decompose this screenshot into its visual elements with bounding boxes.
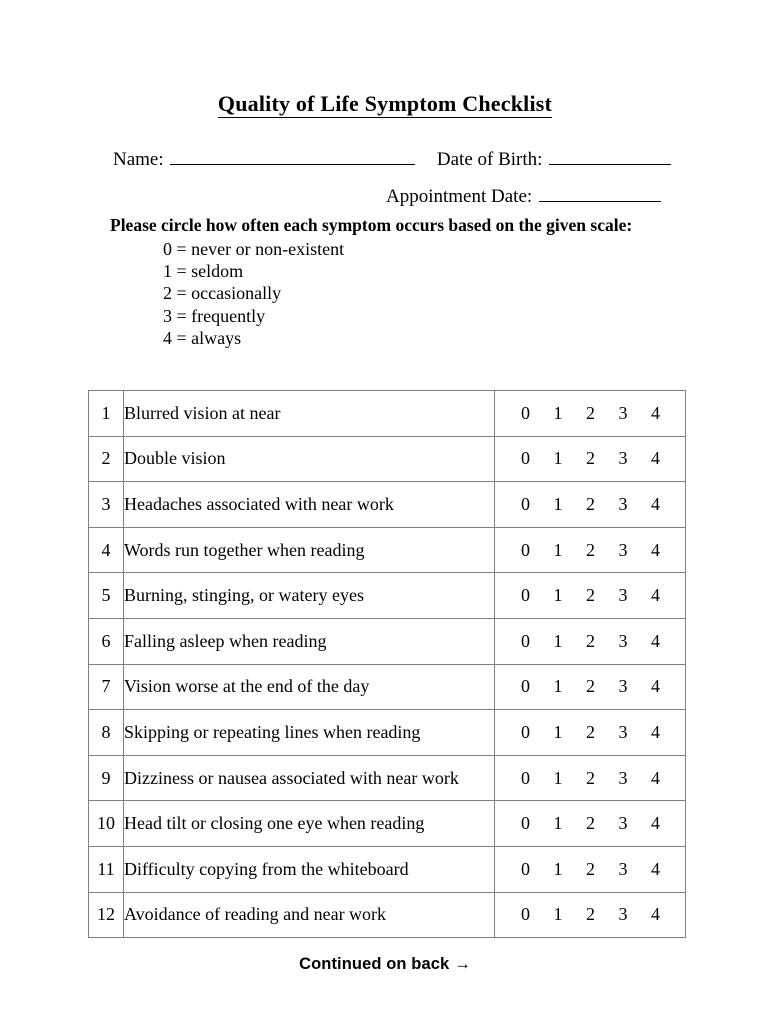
name-dob-field-row (113, 146, 673, 169)
row-number: 3 (89, 482, 124, 528)
rating-option-0[interactable]: 0 (521, 767, 530, 788)
rating-option-4[interactable]: 4 (651, 858, 660, 879)
table-row (89, 527, 686, 573)
rating-option-3[interactable]: 3 (618, 493, 628, 514)
scale-legend-item-3: 3 = frequently (163, 305, 266, 326)
rating-options (495, 631, 685, 652)
rating-scale-cell (495, 892, 686, 938)
table-row (89, 573, 686, 619)
row-number: 4 (89, 527, 124, 573)
table-row (89, 618, 686, 664)
rating-option-1[interactable]: 1 (553, 904, 563, 925)
rating-option-0[interactable]: 0 (521, 858, 530, 879)
rating-option-3[interactable]: 3 (618, 539, 628, 560)
rating-option-1[interactable]: 1 (553, 448, 563, 469)
rating-options (495, 904, 685, 925)
rating-scale-cell (495, 391, 686, 437)
page-title-text: Quality of Life Symptom Checklist (217, 91, 553, 116)
name-input[interactable] (170, 146, 415, 165)
scale-legend (163, 238, 344, 349)
rating-option-0[interactable]: 0 (521, 402, 530, 423)
rating-option-3[interactable]: 3 (618, 585, 628, 606)
rating-option-0[interactable]: 0 (521, 904, 530, 925)
table-row (89, 801, 686, 847)
rating-option-4[interactable]: 4 (651, 402, 660, 423)
rating-option-3[interactable]: 3 (618, 904, 628, 925)
rating-option-2[interactable]: 2 (586, 813, 595, 834)
rating-scale-cell (495, 846, 686, 892)
row-number: 10 (89, 801, 124, 847)
appointment-date-input[interactable] (539, 183, 661, 202)
table-row (89, 892, 686, 938)
appointment-field-row (386, 183, 663, 206)
rating-options (495, 448, 685, 469)
rating-option-4[interactable]: 4 (651, 585, 660, 606)
rating-option-2[interactable]: 2 (586, 402, 595, 423)
date-of-birth-input[interactable] (549, 146, 671, 165)
symptom-label: Falling asleep when reading (124, 618, 495, 664)
symptom-label: Head tilt or closing one eye when reading (124, 801, 495, 847)
rating-option-3[interactable]: 3 (618, 676, 628, 697)
row-number: 5 (89, 573, 124, 619)
footer-note (0, 955, 770, 974)
symptom-label: Words run together when reading (124, 527, 495, 573)
table-row (89, 391, 686, 437)
rating-options (495, 859, 685, 880)
rating-option-4[interactable]: 4 (651, 676, 660, 697)
row-number: 6 (89, 618, 124, 664)
rating-options (495, 403, 685, 424)
rating-scale-cell (495, 801, 686, 847)
rating-option-2[interactable]: 2 (586, 630, 595, 651)
rating-options (495, 540, 685, 561)
scale-legend-item-4: 4 = always (163, 327, 242, 348)
row-number: 8 (89, 710, 124, 756)
date-of-birth-label: Date of Birth: (436, 149, 543, 171)
rating-scale-cell (495, 618, 686, 664)
scale-legend-item-0: 0 = never or non-existent (163, 239, 345, 259)
rating-option-0[interactable]: 0 (521, 493, 530, 514)
symptom-label: Difficulty copying from the whiteboard (124, 846, 495, 892)
rating-option-0[interactable]: 0 (521, 630, 530, 651)
rating-option-3[interactable]: 3 (618, 813, 628, 834)
rating-option-1[interactable]: 1 (553, 858, 563, 879)
rating-option-3[interactable]: 3 (618, 448, 628, 469)
rating-option-1[interactable]: 1 (553, 493, 563, 514)
row-number: 1 (89, 391, 124, 437)
rating-option-1[interactable]: 1 (553, 813, 563, 834)
rating-option-1[interactable]: 1 (553, 539, 563, 560)
rating-option-2[interactable]: 2 (586, 676, 595, 697)
table-row (89, 846, 686, 892)
rating-option-1[interactable]: 1 (553, 767, 563, 788)
rating-option-0[interactable]: 0 (521, 585, 530, 606)
rating-scale-cell (495, 573, 686, 619)
row-number: 12 (89, 892, 124, 938)
rating-option-2[interactable]: 2 (586, 858, 595, 879)
footer-text: Continued on back (299, 955, 450, 973)
rating-option-1[interactable]: 1 (553, 402, 563, 423)
rating-option-0[interactable]: 0 (521, 721, 530, 742)
row-number: 9 (89, 755, 124, 801)
rating-scale-cell (495, 664, 686, 710)
rating-scale-cell (495, 755, 686, 801)
rating-option-4[interactable]: 4 (651, 493, 660, 514)
rating-option-3[interactable]: 3 (618, 858, 628, 879)
scale-legend-item-2: 2 = occasionally (163, 283, 282, 304)
rating-option-1[interactable]: 1 (553, 676, 563, 697)
row-number: 7 (89, 664, 124, 710)
symptom-label: Blurred vision at near (124, 391, 495, 437)
rating-option-2[interactable]: 2 (586, 448, 595, 469)
table-row (89, 482, 686, 528)
rating-option-4[interactable]: 4 (651, 904, 660, 925)
right-arrow-icon: → (454, 955, 471, 973)
table-row (89, 710, 686, 756)
rating-option-4[interactable]: 4 (651, 813, 660, 834)
rating-option-0[interactable]: 0 (521, 813, 530, 834)
rating-option-1[interactable]: 1 (553, 721, 563, 742)
rating-option-4[interactable]: 4 (651, 448, 660, 469)
rating-scale-cell (495, 482, 686, 528)
rating-options (495, 676, 685, 697)
rating-scale-cell (495, 710, 686, 756)
row-number: 2 (89, 436, 124, 482)
table-row (89, 436, 686, 482)
symptom-checklist-table (88, 390, 686, 938)
rating-options (495, 494, 685, 515)
symptom-checklist-body (89, 391, 686, 938)
rating-option-4[interactable]: 4 (651, 767, 660, 788)
rating-option-4[interactable]: 4 (651, 539, 660, 560)
rating-option-4[interactable]: 4 (651, 630, 660, 651)
table-row (89, 755, 686, 801)
table-row (89, 664, 686, 710)
symptom-label: Headaches associated with near work (124, 482, 495, 528)
rating-option-3[interactable]: 3 (618, 402, 628, 423)
symptom-label: Vision worse at the end of the day (124, 664, 495, 710)
rating-option-3[interactable]: 3 (618, 630, 628, 651)
appointment-date-label: Appointment Date: (386, 186, 533, 208)
symptom-label: Double vision (124, 436, 495, 482)
rating-option-2[interactable]: 2 (586, 539, 595, 560)
rating-option-2[interactable]: 2 (586, 585, 595, 606)
rating-scale-cell (495, 527, 686, 573)
rating-option-1[interactable]: 1 (553, 630, 563, 651)
rating-options (495, 585, 685, 606)
rating-option-3[interactable]: 3 (618, 767, 628, 788)
rating-option-0[interactable]: 0 (521, 676, 530, 697)
rating-scale-cell (495, 436, 686, 482)
name-label: Name: (113, 149, 164, 171)
symptom-label: Burning, stinging, or watery eyes (124, 573, 495, 619)
rating-option-0[interactable]: 0 (521, 448, 530, 469)
page-title (0, 91, 770, 117)
row-number: 11 (89, 846, 124, 892)
rating-option-2[interactable]: 2 (586, 721, 595, 742)
rating-options (495, 813, 685, 834)
rating-option-2[interactable]: 2 (586, 493, 595, 514)
rating-options (495, 768, 685, 789)
rating-option-0[interactable]: 0 (521, 539, 530, 560)
symptom-label: Dizziness or nausea associated with near work (124, 755, 495, 801)
instructions-heading: Please circle how often each symptom occurs based on the given scale: (110, 215, 633, 235)
rating-option-4[interactable]: 4 (651, 721, 660, 742)
rating-option-2[interactable]: 2 (586, 767, 595, 788)
scale-legend-item-1: 1 = seldom (163, 261, 244, 282)
symptom-label: Skipping or repeating lines when reading (124, 710, 495, 756)
symptom-label: Avoidance of reading and near work (124, 892, 495, 938)
rating-options (495, 722, 685, 743)
rating-option-1[interactable]: 1 (553, 585, 563, 606)
rating-option-2[interactable]: 2 (586, 904, 595, 925)
rating-option-3[interactable]: 3 (618, 721, 628, 742)
